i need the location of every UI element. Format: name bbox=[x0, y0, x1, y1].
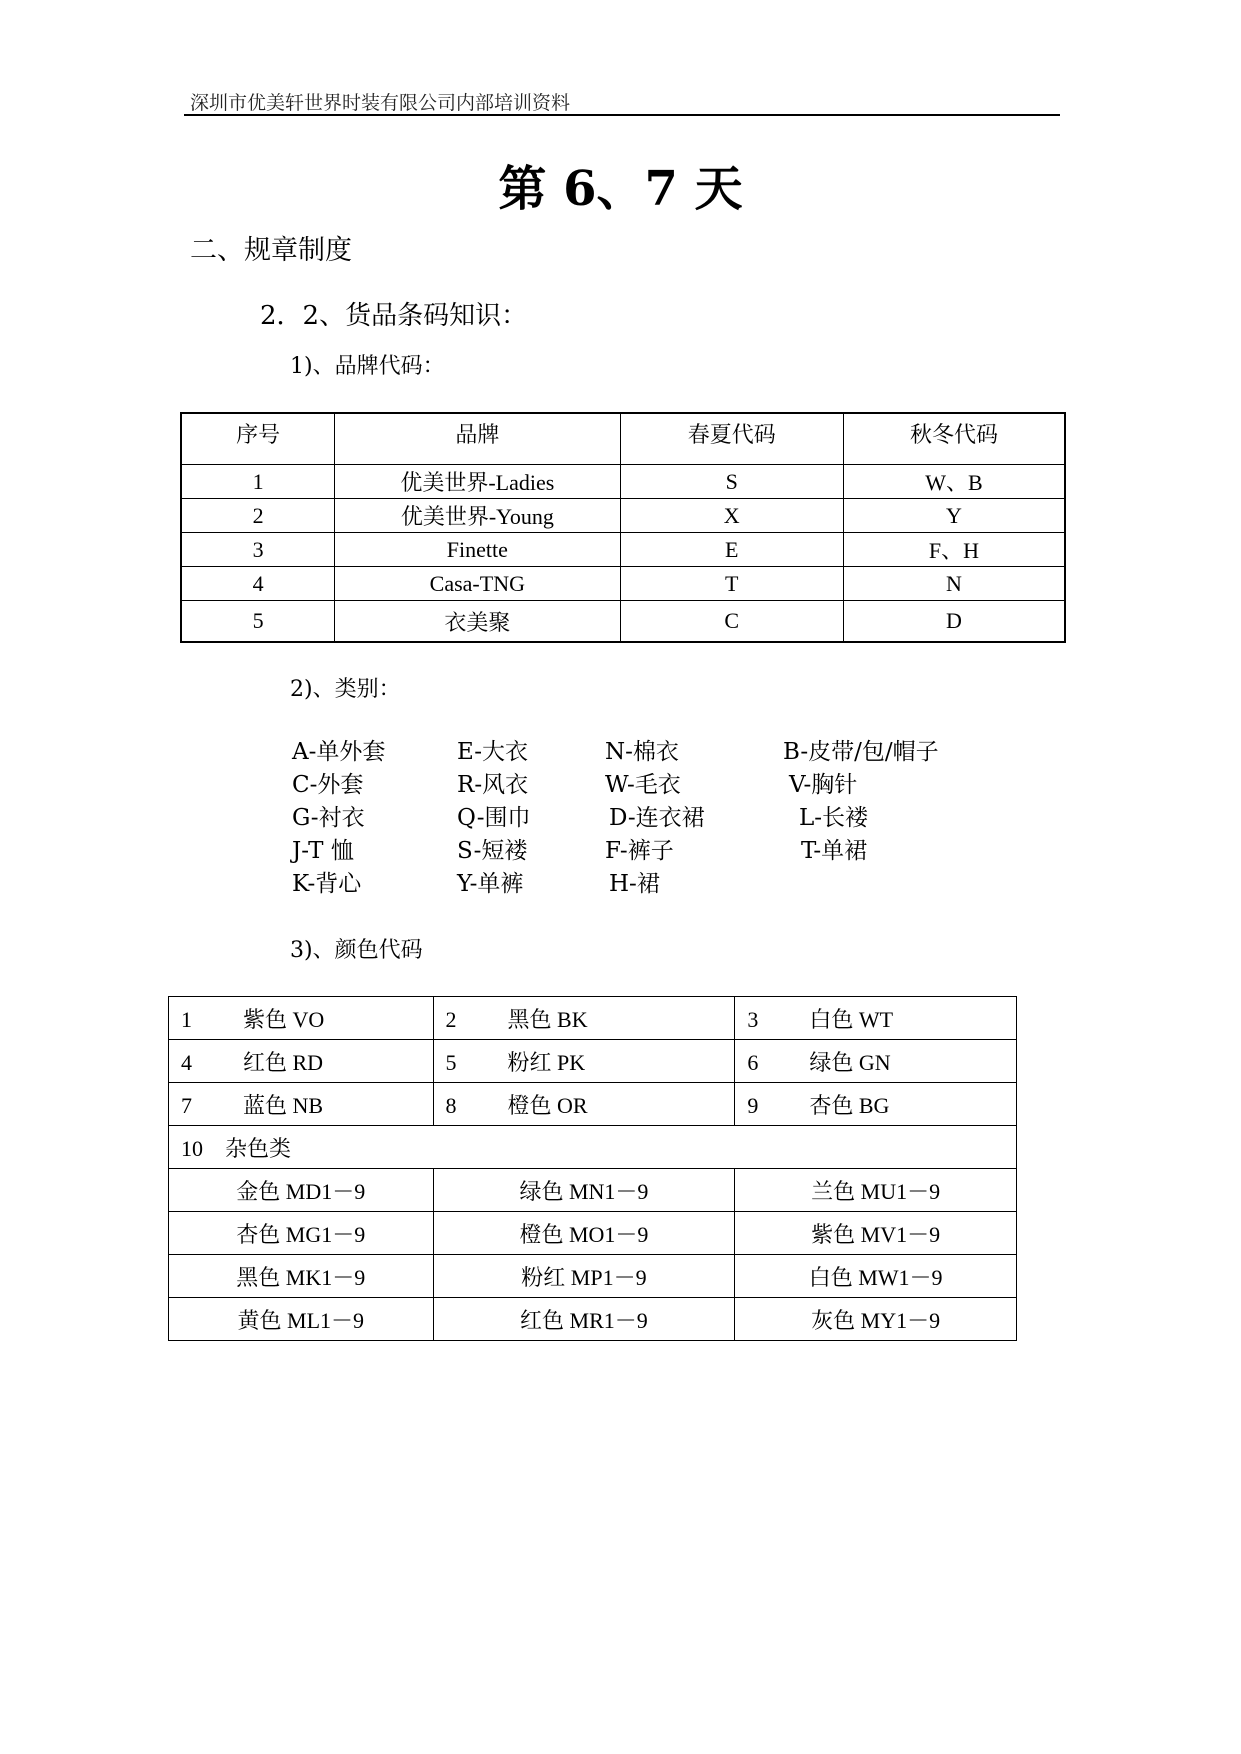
table-row bbox=[169, 1298, 1017, 1341]
table-cell: 白色 MW1－9 bbox=[735, 1255, 1017, 1298]
category-item: Y-单裤 bbox=[457, 871, 524, 897]
table-row bbox=[181, 465, 1065, 499]
table-cell bbox=[169, 1040, 434, 1083]
color-number: 2 bbox=[445, 1006, 457, 1032]
table-cell: W、B bbox=[843, 465, 1065, 499]
table-cell: 衣美聚 bbox=[335, 601, 620, 643]
table-row bbox=[169, 997, 1017, 1040]
category-list bbox=[292, 736, 1021, 901]
category-row bbox=[292, 769, 1021, 802]
column-header: 春夏代码 bbox=[620, 413, 843, 465]
color-number: 6 bbox=[747, 1049, 759, 1075]
table-row bbox=[181, 499, 1065, 533]
table-cell: 2 bbox=[181, 499, 335, 533]
table-header-row bbox=[181, 413, 1065, 465]
table-cell bbox=[433, 1083, 735, 1126]
table-cell: 粉红 MP1－9 bbox=[433, 1255, 735, 1298]
color-code: 红色 RD bbox=[243, 1049, 324, 1075]
color-code: 黑色 BK bbox=[507, 1006, 588, 1032]
category-item: B-皮带/包/帽子 bbox=[783, 739, 939, 765]
category-item: J-T 恤 bbox=[292, 838, 354, 864]
table-cell: D bbox=[843, 601, 1065, 643]
column-header: 序号 bbox=[181, 413, 335, 465]
color-number: 3 bbox=[747, 1006, 759, 1032]
color-number: 1 bbox=[181, 1006, 192, 1032]
table-cell: S bbox=[620, 465, 843, 499]
table-cell: 黑色 MK1－9 bbox=[169, 1255, 434, 1298]
table-cell bbox=[169, 1083, 434, 1126]
column-header: 秋冬代码 bbox=[843, 413, 1065, 465]
category-item: N-棉衣 bbox=[605, 739, 679, 765]
subsection-heading: 2．2、货品条码知识： bbox=[260, 301, 528, 331]
table-cell: 橙色 MO1－9 bbox=[433, 1212, 735, 1255]
category-item: T-单裙 bbox=[801, 838, 868, 864]
color-code: 粉红 PK bbox=[507, 1049, 586, 1075]
category-item: F-裤子 bbox=[605, 838, 674, 864]
table-row bbox=[169, 1255, 1017, 1298]
table-cell: F、H bbox=[843, 533, 1065, 567]
table-cell: 杏色 MG1－9 bbox=[169, 1212, 434, 1255]
category-item: V-胸针 bbox=[789, 772, 858, 798]
table-row bbox=[181, 601, 1065, 643]
table-cell bbox=[433, 997, 735, 1040]
category-row bbox=[292, 736, 1021, 769]
table-cell: C bbox=[620, 601, 843, 643]
table-cell: E bbox=[620, 533, 843, 567]
table-cell bbox=[735, 997, 1017, 1040]
category-item bbox=[787, 868, 1007, 901]
table-cell: Y bbox=[843, 499, 1065, 533]
table-cell: 灰色 MY1－9 bbox=[735, 1298, 1017, 1341]
category-row bbox=[292, 835, 1021, 868]
category-item: G-衬衣 bbox=[292, 805, 365, 831]
table-cell: 优美世界-Ladies bbox=[335, 465, 620, 499]
category-item: D-连衣裙 bbox=[609, 805, 705, 831]
category-row bbox=[292, 802, 1021, 835]
color-code: 白色 WT bbox=[809, 1006, 894, 1032]
table-cell bbox=[169, 997, 434, 1040]
table-cell bbox=[735, 1083, 1017, 1126]
table-cell: 1 bbox=[181, 465, 335, 499]
color-code: 紫色 VO bbox=[243, 1006, 325, 1032]
table-cell: N bbox=[843, 567, 1065, 601]
table-cell: 5 bbox=[181, 601, 335, 643]
page-title: 第 6、7 天 bbox=[498, 161, 743, 217]
table-cell: 兰色 MU1－9 bbox=[735, 1169, 1017, 1212]
color-code-label: 3)、颜色代码 bbox=[290, 938, 423, 963]
mixed-color-header: 10 杂色类 bbox=[169, 1126, 1017, 1169]
color-code: 橙色 OR bbox=[507, 1092, 588, 1118]
table-cell: 紫色 MV1－9 bbox=[735, 1212, 1017, 1255]
category-row bbox=[292, 868, 1021, 901]
column-header: 品牌 bbox=[335, 413, 620, 465]
table-cell bbox=[735, 1040, 1017, 1083]
category-label: 2)、类别： bbox=[290, 677, 401, 702]
color-code: 绿色 GN bbox=[809, 1049, 891, 1075]
table-cell: 金色 MD1－9 bbox=[169, 1169, 434, 1212]
table-row bbox=[169, 1083, 1017, 1126]
table-cell: T bbox=[620, 567, 843, 601]
color-number: 5 bbox=[445, 1049, 457, 1075]
table-row bbox=[169, 1040, 1017, 1083]
color-number: 8 bbox=[445, 1092, 457, 1118]
table-cell: 红色 MR1－9 bbox=[433, 1298, 735, 1341]
color-code: 蓝色 NB bbox=[243, 1092, 324, 1118]
table-row bbox=[169, 1169, 1017, 1212]
brand-code-table bbox=[180, 412, 1066, 643]
table-cell: 4 bbox=[181, 567, 335, 601]
color-code-table bbox=[168, 996, 1017, 1341]
document-header: 深圳市优美轩世界时装有限公司内部培训资料 bbox=[190, 92, 571, 114]
table-cell: 黄色 ML1－9 bbox=[169, 1298, 434, 1341]
table-row bbox=[169, 1126, 1017, 1169]
category-item: S-短褛 bbox=[457, 838, 528, 864]
section-heading: 二、规章制度 bbox=[190, 235, 352, 266]
table-row bbox=[181, 567, 1065, 601]
color-number: 7 bbox=[181, 1092, 192, 1118]
color-number: 4 bbox=[181, 1049, 192, 1075]
color-code: 杏色 BG bbox=[809, 1092, 890, 1118]
category-item: L-长褛 bbox=[799, 805, 869, 831]
category-item: W-毛衣 bbox=[605, 772, 681, 798]
color-number: 9 bbox=[747, 1092, 759, 1118]
category-item: A-单外套 bbox=[292, 739, 386, 765]
category-item: C-外套 bbox=[292, 772, 364, 798]
table-cell bbox=[433, 1040, 735, 1083]
table-row bbox=[181, 533, 1065, 567]
table-cell: 绿色 MN1－9 bbox=[433, 1169, 735, 1212]
category-item: K-背心 bbox=[292, 871, 362, 897]
category-item: E-大衣 bbox=[457, 739, 528, 765]
table-cell: X bbox=[620, 499, 843, 533]
category-item: H-裙 bbox=[609, 871, 660, 897]
table-cell: 3 bbox=[181, 533, 335, 567]
header-divider bbox=[184, 114, 1060, 116]
table-row bbox=[169, 1212, 1017, 1255]
category-item: R-风衣 bbox=[457, 772, 529, 798]
table-cell: Casa-TNG bbox=[335, 567, 620, 601]
table-cell: Finette bbox=[335, 533, 620, 567]
table-cell: 优美世界-Young bbox=[335, 499, 620, 533]
brand-code-label: 1)、品牌代码： bbox=[290, 354, 445, 379]
category-item: Q-围巾 bbox=[457, 805, 531, 831]
